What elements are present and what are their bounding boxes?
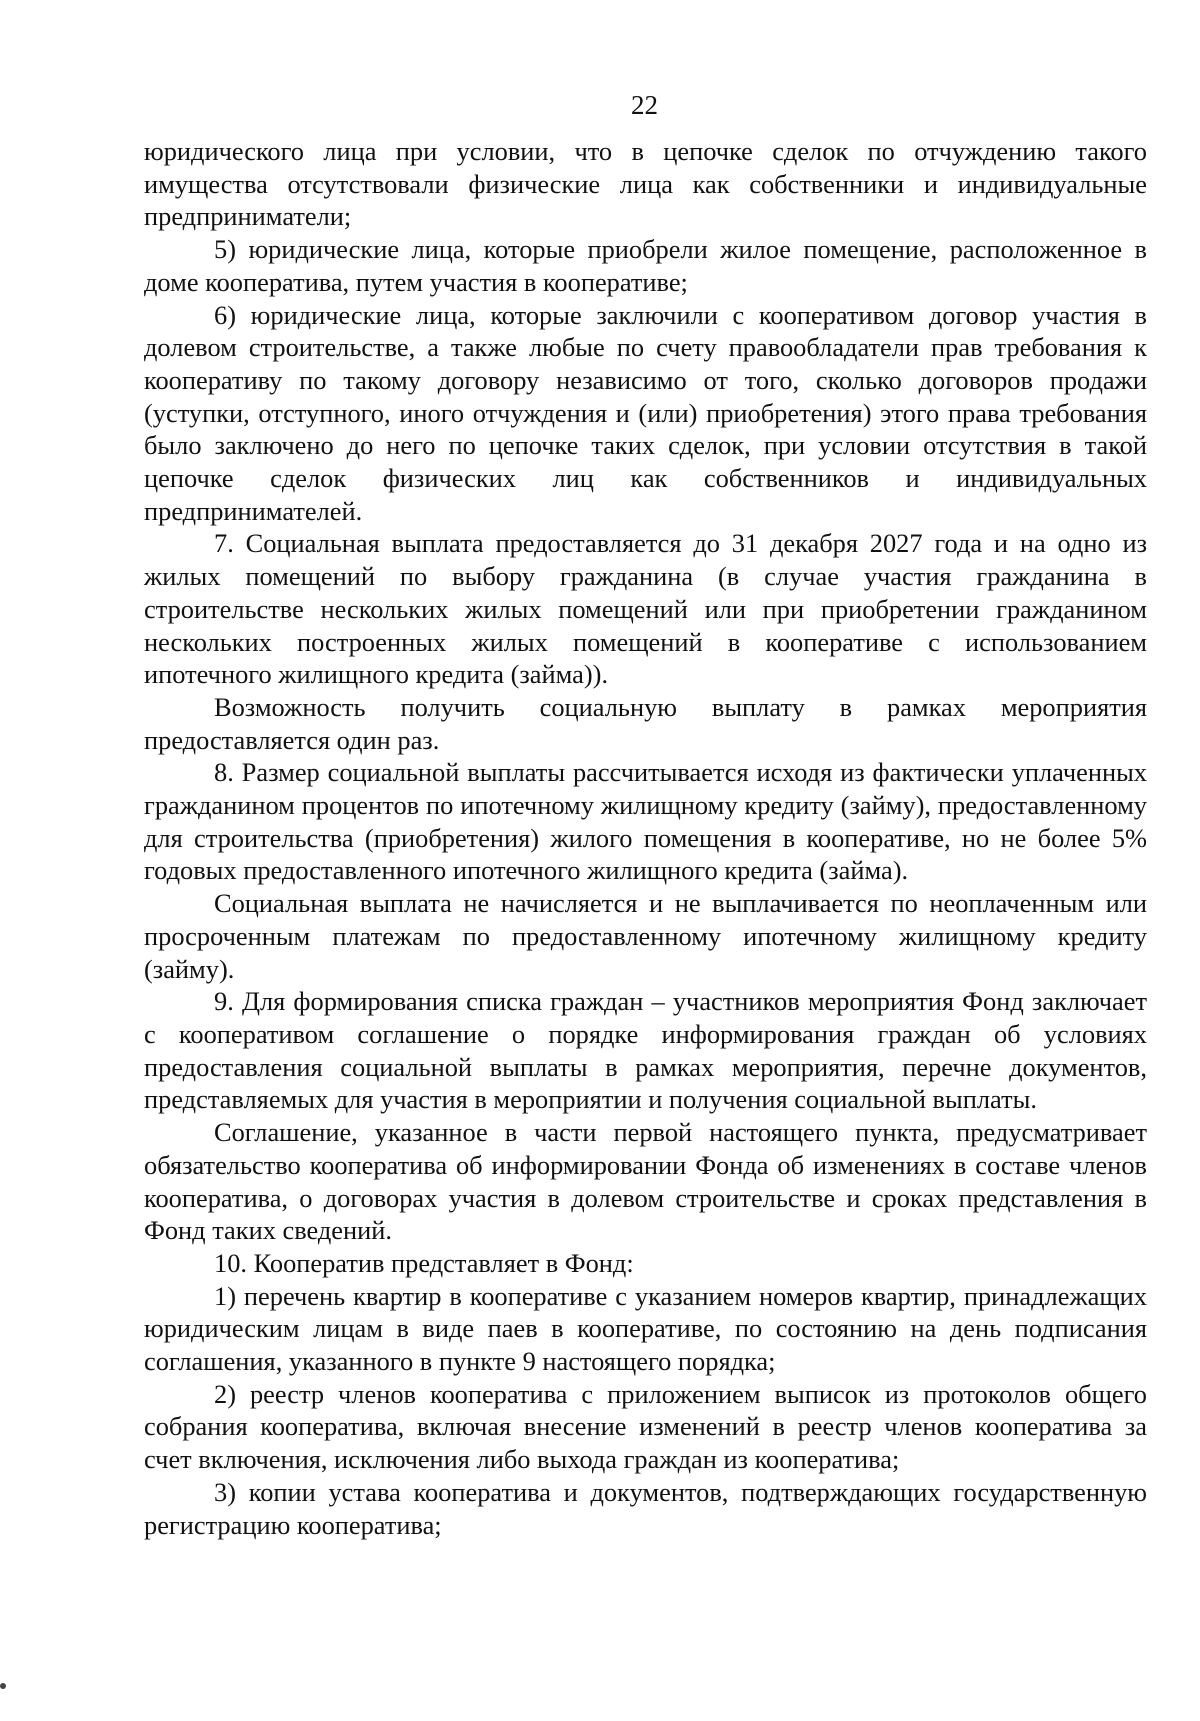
paragraph-clause-10-item-2: 2) реестр членов кооператива с приложением выписок из протоколов общего собрания кооператива, включая внесение изменений в реестр членов кооператива за счет включения, исключения либо выхода граждан из кооператива; [144, 1378, 1147, 1475]
paragraph-clause-10-item-3: 3) копии устава кооператива и документов, подтверждающих государственную регистрацию кооператива; [144, 1476, 1147, 1540]
paragraph-clause-10: 10. Кооператив представляет в Фонд: [214, 1247, 634, 1278]
paragraph-clause-10-item-1: 1) перечень квартир в кооперативе с указанием номеров квартир, принадлежащих юридическим лицам в виде паев в кооперативе, по состоянию на день подписания соглашения, указанного в пункте 9 настоящего порядка; [144, 1280, 1147, 1377]
paragraph-clause-7: 7. Социальная выплата предоставляется до 31 декабря 2027 года и на одно из жилых помещений по выбору гражданина (в случае участия гражданина в строительстве нескольких жилых помещений или при приобретении гражданином нескольких построенных жилых помещений в кооперативе с использованием ипотечного жилищного кредита (займа)). [144, 528, 1147, 690]
page-number: 22 [631, 90, 658, 120]
paragraph-item-6: 6) юридические лица, которые заключили с кооперативом договор участия в долевом строительстве, а также любые по счету правообладатели прав требования к кооперативу по такому договору независимо от того, сколько договоров продажи (уступки, отступного, иного отчуждения и (или) приобретения) этого права требования было заключено до него по цепочке таких сделок, при условии отсутствия в такой цепочке сделок физических лиц как собственников и индивидуальных предпринимателей. [144, 299, 1147, 526]
paragraph-clause-8-note: Социальная выплата не начисляется и не выплачивается по неоплаченным или просроченным платежам по предоставленному ипотечному жилищному кредиту (займу). [144, 888, 1147, 984]
paragraph-clause-9-agreement: Соглашение, указанное в части первой настоящего пункта, предусматривает обязательство кооператива об информировании Фонда об изменениях в составе членов кооператива, о договорах участия в долевом строительстве и сроках представления в Фонд таких сведений. [144, 1117, 1147, 1246]
paragraph-clause-9: 9. Для формирования списка граждан – участников мероприятия Фонд заключает с кооперативом соглашение о порядке информирования граждан об условиях предоставления социальной выплаты в рамках мероприятия, перечне документов, представляемых для участия в мероприятии и получения социальной выплаты. [144, 986, 1147, 1115]
scan-artifact-dot [0, 1683, 6, 1689]
paragraph-clause-7-note: Возможность получить социальную выплату в рамках мероприятия предоставляется один раз. [144, 691, 1147, 755]
document-body [144, 135, 1147, 1541]
paragraph-continuation: юридического лица при условии, что в цепочке сделок по отчуждению такого имущества отсутствовали физические лица как собственники и индивидуальные предприниматели; [144, 136, 1147, 232]
paragraph-item-5: 5) юридические лица, которые приобрели жилое помещение, расположенное в доме кооператива, путем участия в кооперативе; [144, 234, 1147, 297]
paragraph-clause-8: 8. Размер социальной выплаты рассчитывается исходя из фактически уплаченных гражданином процентов по ипотечному жилищному кредиту (займу), предоставленному для строительства (приобретения) жилого помещения в кооперативе, но не более 5% годовых предоставленного ипотечного жилищного кредита (займа). [144, 757, 1147, 886]
